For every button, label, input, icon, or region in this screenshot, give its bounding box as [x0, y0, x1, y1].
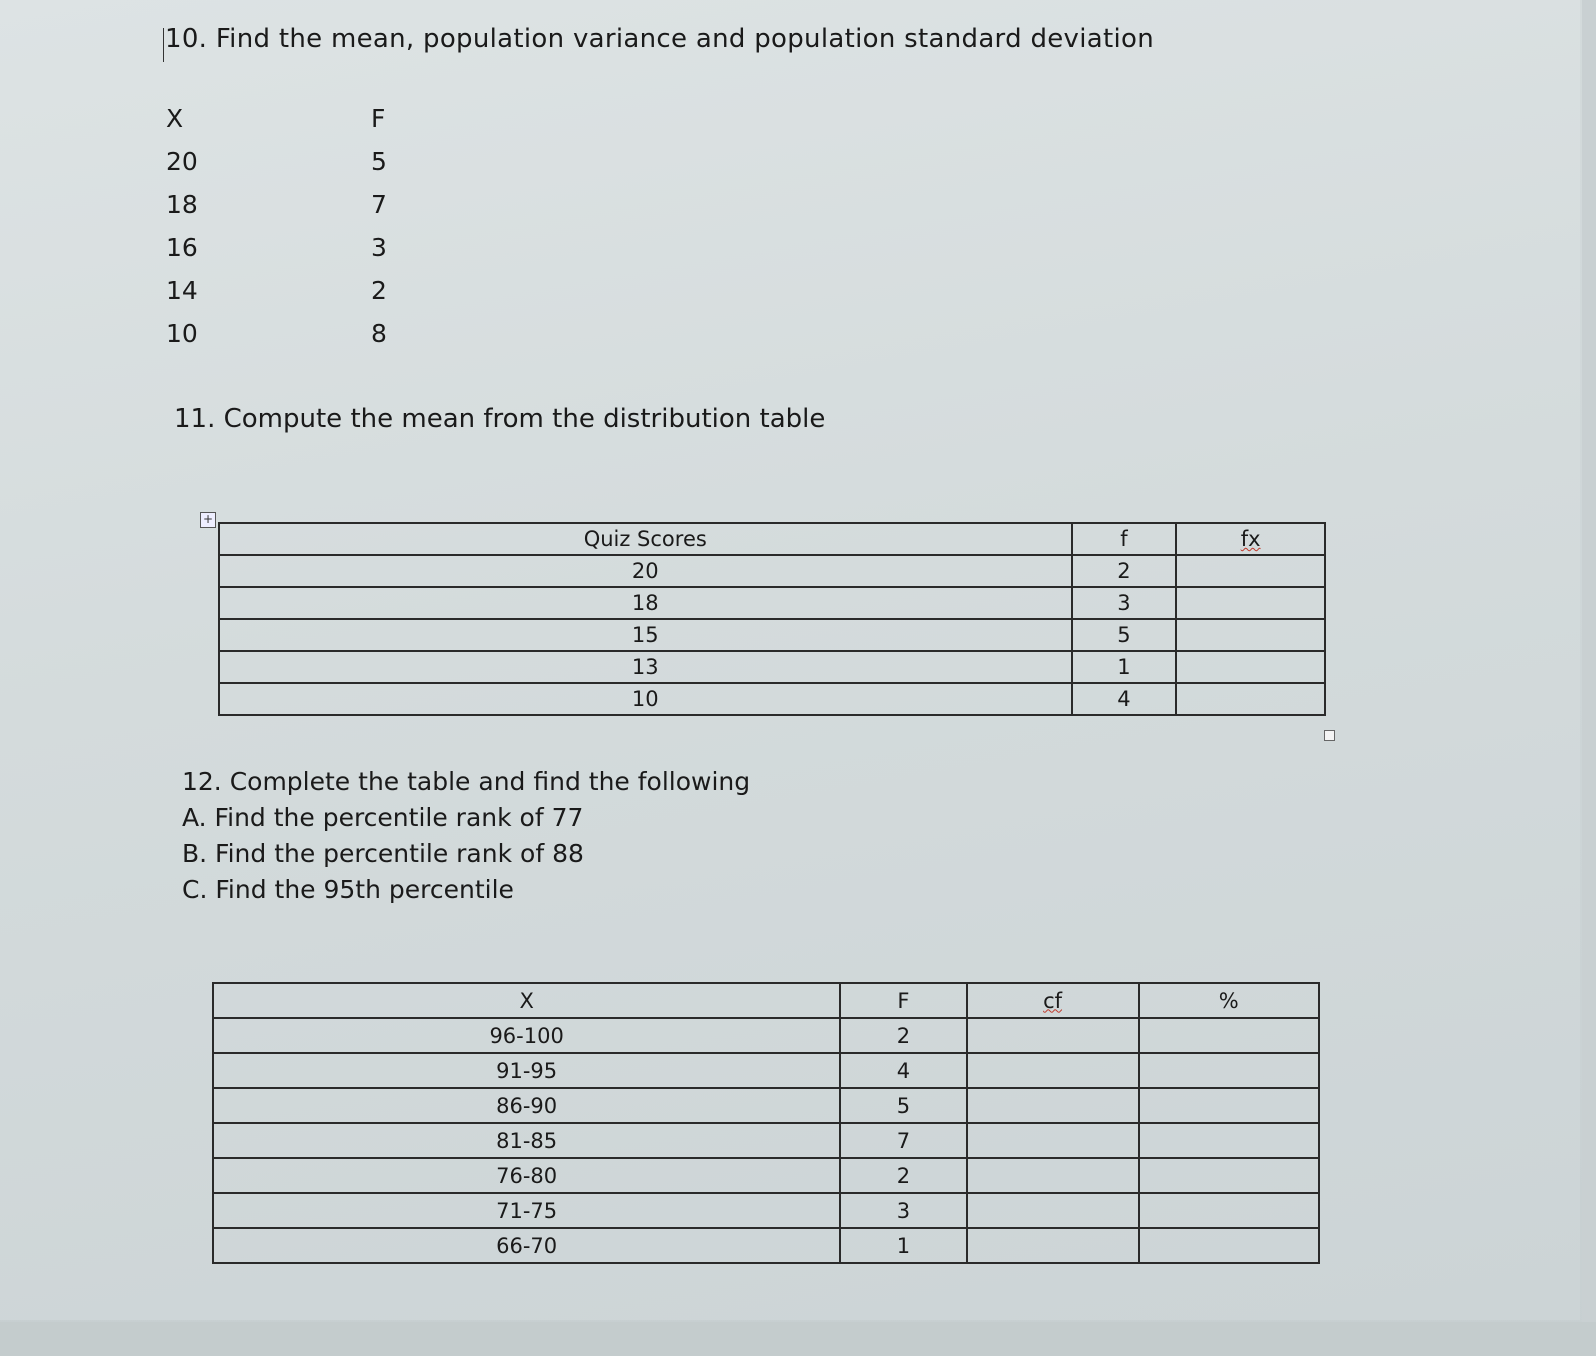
fx-cell[interactable] [1176, 619, 1325, 651]
f-cell: 5 [1072, 619, 1177, 651]
question-12-part-a: A. Find the percentile rank of 77 [182, 803, 584, 832]
percent-cell[interactable] [1139, 1158, 1319, 1193]
cf-cell[interactable] [967, 1088, 1139, 1123]
percent-cell[interactable] [1139, 1088, 1319, 1123]
f-value: 3 [371, 233, 387, 262]
cf-cell[interactable] [967, 1193, 1139, 1228]
x-value: 18 [166, 190, 198, 219]
table-header-row [219, 523, 1325, 555]
score-cell: 20 [219, 555, 1072, 587]
table-row [213, 1228, 1319, 1263]
table-row [219, 587, 1325, 619]
question-10-title: 10. Find the mean, population variance and population standard deviation [165, 24, 1154, 54]
f-cell: 1 [1072, 651, 1177, 683]
score-cell: 15 [219, 619, 1072, 651]
table-row [213, 1158, 1319, 1193]
table-row [219, 619, 1325, 651]
x-cell: 66-70 [213, 1228, 840, 1263]
table-row [213, 1088, 1319, 1123]
percent-cell[interactable] [1139, 1018, 1319, 1053]
percent-cell[interactable] [1139, 1053, 1319, 1088]
quiz-scores-header: Quiz Scores [219, 523, 1072, 555]
f-cell: 4 [1072, 683, 1177, 715]
f-cell: 3 [1072, 587, 1177, 619]
fx-header-text: fx [1240, 527, 1261, 551]
x-header: X [213, 983, 840, 1018]
question-11-title: 11. Compute the mean from the distribution table [174, 404, 826, 434]
f-cell: 2 [840, 1018, 966, 1053]
fx-cell[interactable] [1176, 555, 1325, 587]
page-bottom-edge [0, 1322, 1596, 1356]
f-cell: 2 [1072, 555, 1177, 587]
f-header: f [1072, 523, 1177, 555]
f-value: 8 [371, 319, 387, 348]
table-row [219, 651, 1325, 683]
f-value: 5 [371, 147, 387, 176]
x-cell: 86-90 [213, 1088, 840, 1123]
question-12-part-c: C. Find the 95th percentile [182, 875, 514, 904]
table-header-row [213, 983, 1319, 1018]
cf-cell[interactable] [967, 1228, 1139, 1263]
fx-cell[interactable] [1176, 683, 1325, 715]
f-cell: 4 [840, 1053, 966, 1088]
f-cell: 1 [840, 1228, 966, 1263]
table-resize-handle[interactable] [1324, 730, 1335, 741]
f-value: 2 [371, 276, 387, 305]
x-value: 20 [166, 147, 198, 176]
page-edge [1582, 0, 1596, 1322]
percent-header: % [1139, 983, 1319, 1018]
question-12-title: 12. Complete the table and find the following [182, 767, 751, 796]
table-row [219, 683, 1325, 715]
f-cell: 3 [840, 1193, 966, 1228]
x-cell: 91-95 [213, 1053, 840, 1088]
cf-header [967, 983, 1139, 1018]
x-cell: 71-75 [213, 1193, 840, 1228]
table-row [213, 1053, 1319, 1088]
fx-cell[interactable] [1176, 651, 1325, 683]
f-cell: 7 [840, 1123, 966, 1158]
table-row [213, 1193, 1319, 1228]
f-header: F [371, 104, 386, 133]
f-value: 7 [371, 190, 387, 219]
text-cursor [163, 28, 164, 62]
table-row [213, 1123, 1319, 1158]
question-12-part-b: B. Find the percentile rank of 88 [182, 839, 584, 868]
score-cell: 18 [219, 587, 1072, 619]
cf-cell[interactable] [967, 1018, 1139, 1053]
f-header: F [840, 983, 966, 1018]
question-12 [182, 764, 750, 908]
score-cell: 10 [219, 683, 1072, 715]
table-move-handle-icon[interactable]: + [200, 512, 216, 528]
table-row [213, 1018, 1319, 1053]
score-cell: 13 [219, 651, 1072, 683]
fx-header [1176, 523, 1325, 555]
table-row [219, 555, 1325, 587]
x-value: 16 [166, 233, 198, 262]
cf-cell[interactable] [967, 1158, 1139, 1193]
x-cell: 76-80 [213, 1158, 840, 1193]
f-cell: 5 [840, 1088, 966, 1123]
percent-cell[interactable] [1139, 1123, 1319, 1158]
percent-cell[interactable] [1139, 1228, 1319, 1263]
cf-cell[interactable] [967, 1123, 1139, 1158]
x-value: 14 [166, 276, 198, 305]
x-cell: 81-85 [213, 1123, 840, 1158]
x-cell: 96-100 [213, 1018, 840, 1053]
quiz-scores-table [218, 522, 1326, 716]
f-cell: 2 [840, 1158, 966, 1193]
fx-cell[interactable] [1176, 587, 1325, 619]
percentile-table [212, 982, 1320, 1264]
x-value: 10 [166, 319, 198, 348]
cf-cell[interactable] [967, 1053, 1139, 1088]
x-header: X [166, 104, 184, 133]
cf-header-text: cf [1043, 988, 1063, 1013]
percent-cell[interactable] [1139, 1193, 1319, 1228]
